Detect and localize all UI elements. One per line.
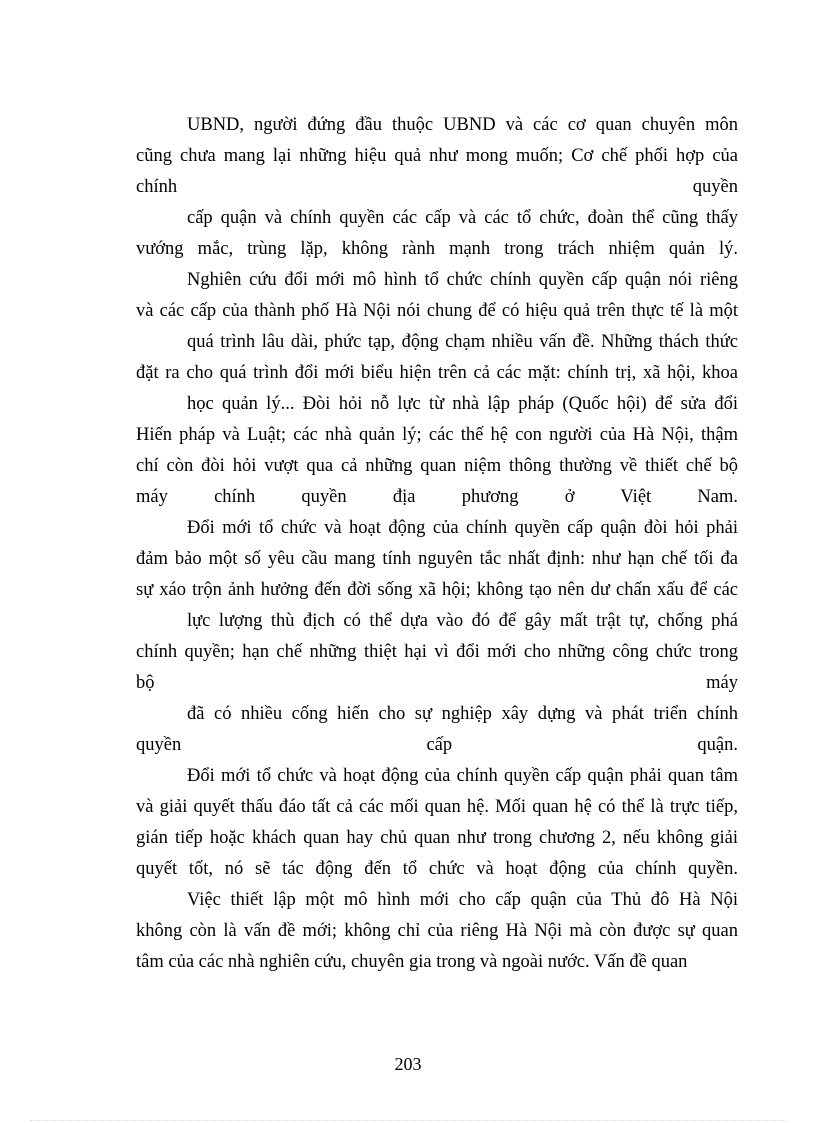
body-text [136,110,738,978]
text-line: sự xáo trộn ảnh hưởng đến đời sống xã hội; không tạo nên dư chấn xấu để các [136,580,738,600]
text-line: đặt ra cho quá trình đổi mới biểu hiện trên cả các mặt: chính trị, xã hội, khoa [136,363,738,383]
text-line: quá trình lâu dài, phức tạp, động chạm nhiều vấn đề. Những thách thức [187,332,738,352]
text-line: Đổi mới tổ chức và hoạt động của chính quyền cấp quận phải quan tâm [187,766,738,786]
text-line: quyền cấp quận. [136,735,738,755]
text-line: UBND, người đứng đầu thuộc UBND và các cơ quan chuyên môn [187,115,738,135]
page-number: 203 [394,1054,422,1074]
text-line: không còn là vấn đề mới; không chỉ của riêng Hà Nội mà còn được sự quan [136,921,738,941]
text-line: vướng mắc, trùng lặp, không rành mạnh trong trách nhiệm quản lý. [136,239,738,259]
text-line: đã có nhiều cống hiến cho sự nghiệp xây dựng và phát triển chính [187,704,738,724]
text-line: cấp quận và chính quyền các cấp và các tổ chức, đoàn thể cũng thấy [187,208,738,228]
text-line: bộ máy [136,673,738,693]
text-line: chính quyền; hạn chế những thiệt hại vì đổi mới cho những công chức trong [136,642,738,662]
text-line: học quản lý... Đòi hỏi nỗ lực từ nhà lập pháp (Quốc hội) để sửa đổi [187,394,738,414]
text-line: và giải quyết thấu đáo tất cả các mối quan hệ. Mối quan hệ có thể là trực tiếp, [136,797,738,817]
text-line: lực lượng thù địch có thể dựa vào đó để gây mất trật tự, chống phá [187,611,738,631]
text-line: Việc thiết lập một mô hình mới cho cấp quận của Thủ đô Hà Nội [187,890,738,910]
text-line: Đổi mới tổ chức và hoạt động của chính quyền cấp quận đòi hỏi phải [187,518,738,538]
text-line: chí còn đòi hỏi vượt qua cả những quan niệm thông thường về thiết chế bộ [136,456,738,476]
text-line: gián tiếp hoặc khách quan hay chủ quan như trong chương 2, nếu không giải [136,828,738,848]
text-line: Hiến pháp và Luật; các nhà quản lý; các thế hệ con người của Hà Nội, thậm [136,425,738,445]
text-line: tâm của các nhà nghiên cứu, chuyên gia trong và ngoài nước. Vấn đề quan [136,952,688,972]
text-line: và các cấp của thành phố Hà Nội nói chung để có hiệu quả trên thực tế là một [136,301,738,321]
page-bottom-divider [30,1120,786,1121]
text-line: đảm bảo một số yêu cầu mang tính nguyên tắc nhất định: như hạn chế tối đa [136,549,738,569]
text-line: quyết tốt, nó sẽ tác động đến tổ chức và hoạt động của chính quyền. [136,859,738,879]
text-line: máy chính quyền địa phương ở Việt Nam. [136,487,738,507]
text-line: Nghiên cứu đổi mới mô hình tổ chức chính quyền cấp quận nói riêng [187,270,738,290]
text-line: cũng chưa mang lại những hiệu quả như mong muốn; Cơ chế phối hợp của [136,146,738,166]
text-line: chính quyền [136,177,738,197]
